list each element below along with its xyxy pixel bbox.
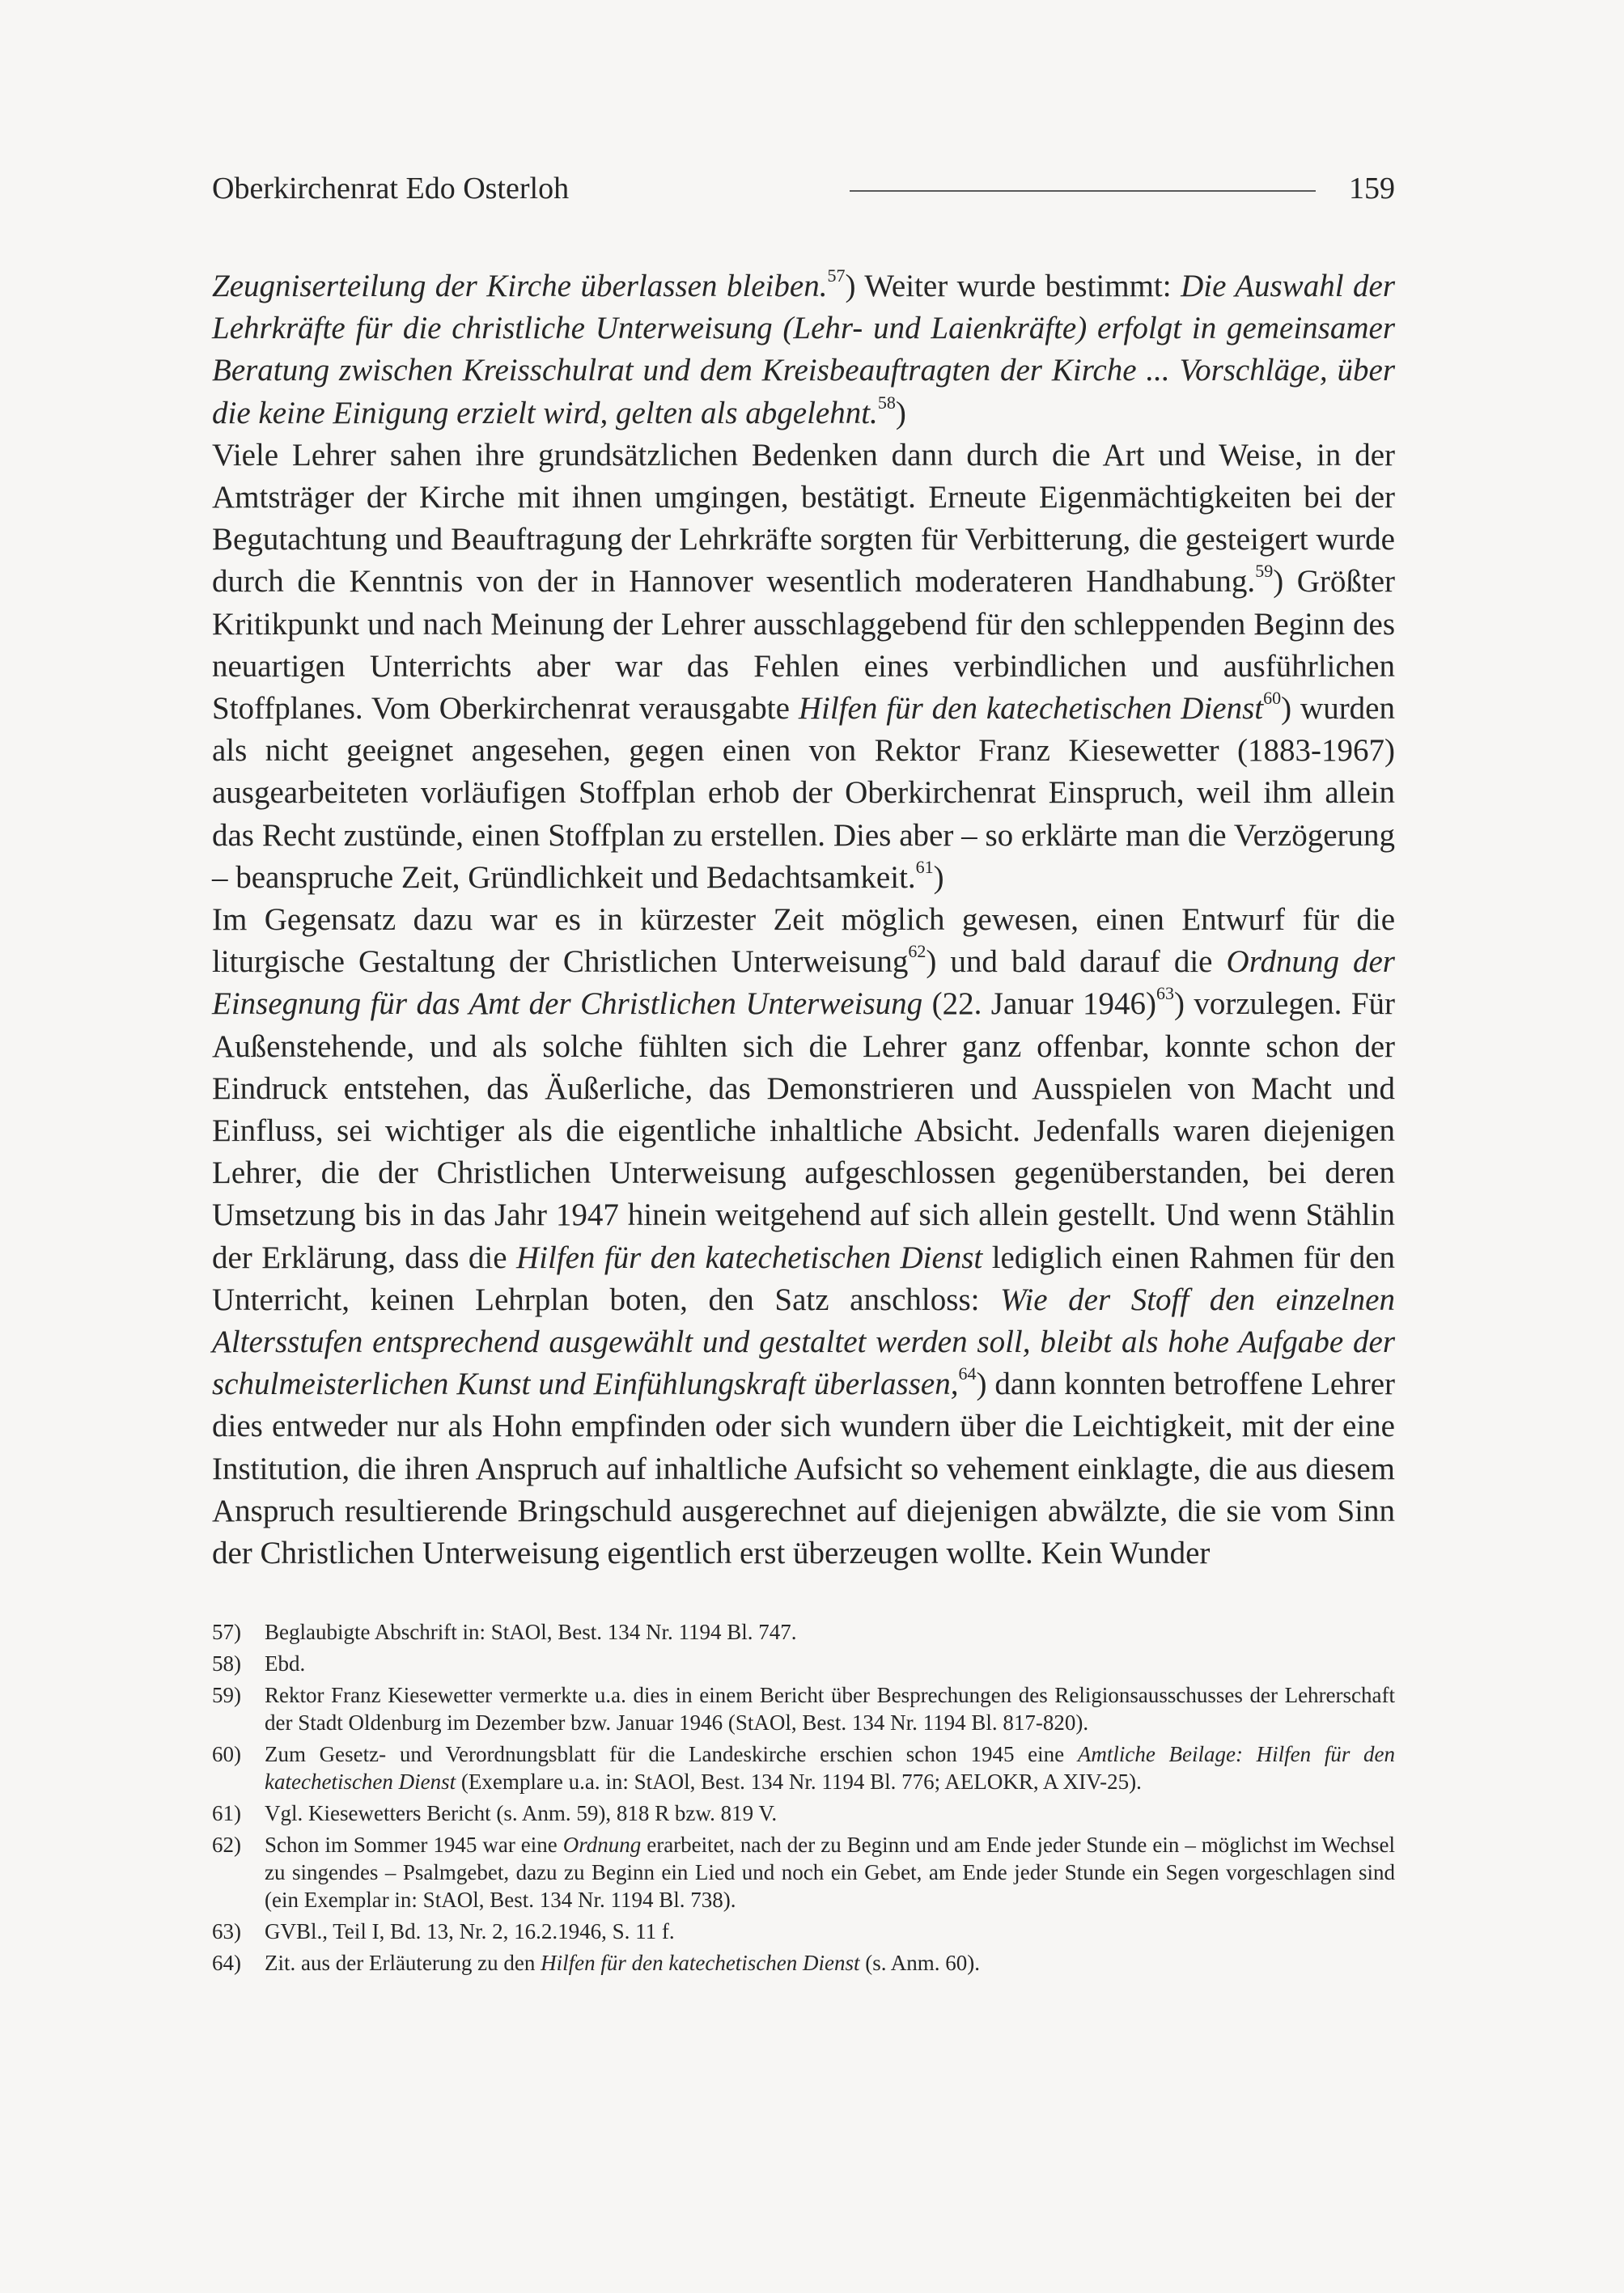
paragraph-1 [212,265,1395,434]
title-text: Ordnung der Einsegnung für das Amt der Christlichen Unterweisung [212,944,1395,1022]
footnote-text: (Exemplare u.a. in: StAOl, Best. 134 Nr. 1194 Bl. 776; AELOKR, A XIV-25). [456,1770,1142,1794]
footnote-60 [212,1740,1395,1795]
running-title: Oberkirchenrat Edo Osterloh [212,172,570,206]
text-run: ) dann konnten betroffene Lehrer dies entweder nur als Hohn empfinden oder sich wundern über die Leichtigkeit, mit der eine Institution, die ihren Anspruch auf inhaltliche Aufsicht so vehement einklagte, die aus diesem Anspruch resultierende Bringschuld ausgerechnet auf diejenigen abwälzte, die sie vom Sinn der Christlichen Unterweisung eigentlich erst überzeugen wollte. Kein Wunder [212,1367,1395,1571]
footnote-ref-57[interactable]: 57 [827,265,846,286]
footnote-number: 57) [212,1620,241,1644]
footnote-number: 64) [212,1951,241,1975]
title-text: Hilfen für den katechetischen Dienst [798,691,1264,727]
footnote-ref-63[interactable]: 63 [1155,983,1174,1004]
footnote-ref-60[interactable]: 60 [1263,688,1282,709]
footnote-ref-59[interactable]: 59 [1255,561,1274,582]
quote-text: Wie der Stoff den einzelnen Altersstufen entsprechend ausgewählt und gestaltet werden soll, bleibt als hohe Aufgabe der schulmeisterlichen Kunst und Einfühlungskraft überlassen, [212,1282,1395,1402]
footnote-number: 61) [212,1801,241,1825]
footnote-italic: Hilfen für den katechetischen Dienst [541,1951,860,1975]
footnote-text: Vgl. Kiesewetters Bericht (s. Anm. 59), 818 R bzw. 819 V. [265,1801,778,1825]
footnote-ref-64[interactable]: 64 [958,1363,977,1384]
footnote-text: Beglaubigte Abschrift in: StAOl, Best. 134 Nr. 1194 Bl. 747. [265,1620,797,1644]
text-run: lediglich einen Rahmen für den Unterricht, keinen Lehrplan boten, den Satz anschloss: [212,1240,1396,1317]
footnote-59 [212,1681,1395,1736]
text-run: ) [895,395,906,430]
footnote-62 [212,1831,1395,1914]
footnote-text: Ebd. [265,1651,306,1676]
text-run: Viele Lehrer sahen ihre grundsätzlichen Bedenken dann durch die Art und Weise, in der Amtsträger der Kirche mit ihnen umgingen, bestätigt. Erneute Eigenmächtigkeiten bei der Begutachtung und Beauftragung der Lehrkräfte sorgten für Verbitterung, die gesteigert wurde durch die Kenntnis von der in Hannover wesentlich moderateren Handhabung. [212,437,1395,600]
footnote-ref-62[interactable]: 62 [908,941,926,962]
footnote-61 [212,1799,1395,1827]
footnote-text: Zum Gesetz- und Verordnungsblatt für die Landeskirche erschien schon 1945 eine [265,1742,1078,1766]
footnote-number: 58) [212,1651,241,1676]
footnote-text: GVBl., Teil I, Bd. 13, Nr. 2, 16.2.1946, S. 11 f. [265,1919,675,1943]
header-rule [850,190,1316,192]
footnote-57 [212,1618,1395,1646]
title-text: Hilfen für den katechetischen Dienst [515,1240,983,1275]
footnote-text: erarbeitet, nach der zu Beginn und am Ende jeder Stunde ein – möglichst im Wechsel zu singendes – Psalmgebet, dazu zu Beginn ein Lied und noch ein Gebet, am Ende jeder Stunde ein Segen vorgeschlagen sind (ein Exemplar in: StAOl, Best. 134 Nr. 1194 Bl. 738). [265,1833,1396,1912]
footnote-ref-58[interactable]: 58 [877,392,896,413]
paragraph-2 [212,434,1395,899]
text-run: ) [933,859,944,895]
text-run: ) vorzulegen. Für Außenstehende, und als solche fühlten sich die Lehrer ganz offenbar, konnte schon der Eindruck entstehen, das Äußerliche, das Demonstrieren und Ausspielen von Macht und Einfluss, sei wichtiger als die eigentliche inhaltliche Absicht. Jedenfalls waren diejenigen Lehrer, die der Christlichen Unterweisung aufgeschlossen gegenüberstanden, bei deren Umsetzung bis in das Jahr 1947 hinein weitgehend auf sich allein gestellt. Und wenn Stählin der Erklärung, dass die [212,986,1395,1275]
quote-text: Zeugniserteilung der Kirche überlassen bleiben. [212,269,828,303]
page-number: 159 [1349,172,1395,206]
footnote-italic: Amtliche Beilage: Hilfen für den katechetischen Dienst [265,1742,1396,1794]
footnote-italic: Ordnung [562,1833,642,1857]
footnote-text: Rektor Franz Kiesewetter vermerkte u.a. dies in einem Bericht über Besprechungen des Religionsausschusses der Lehrerschaft der Stadt Oldenburg im Dezember bzw. Januar 1946 (StAOl, Best. 134 Nr. 1194 Bl. 817-820). [265,1683,1395,1735]
footnote-number: 60) [212,1742,241,1766]
body-text [212,265,1395,1575]
footnote-64 [212,1949,1395,1977]
footnote-text: Zit. aus der Erläuterung zu den [265,1951,541,1975]
text-run: Im Gegensatz dazu war es in kürzester Zeit möglich gewesen, einen Entwurf für die liturgische Gestaltung der Christlichen Unterweisung [212,902,1395,980]
footnote-63 [212,1918,1395,1945]
running-header [212,168,1395,217]
footnote-text: Schon im Sommer 1945 war eine [265,1833,563,1857]
text-run: ) wurden als nicht geeignet angesehen, gegen einen von Rektor Franz Kiesewetter (1883-1967) ausgearbeiteten vorläufigen Stoffplan erhob der Oberkirchenrat Einspruch, weil ihm allein das Recht zustünde, einen Stoffplan zu erstellen. Dies aber – so erklärte man die Verzögerung – beanspruche Zeit, Gründlichkeit und Bedachtsamkeit. [212,691,1395,895]
text-run: ) Weiter wurde bestimmt: [845,269,1181,303]
footnote-ref-61[interactable]: 61 [915,856,934,877]
footnote-58 [212,1650,1395,1677]
footnote-number: 63) [212,1919,241,1943]
footnote-number: 59) [212,1683,241,1707]
footnotes [212,1618,1395,1981]
footnote-number: 62) [212,1833,241,1857]
quote-text: Die Auswahl der Lehrkräfte für die christliche Unterweisung (Lehr- und Laienkräfte) erfolgt in gemeinsamer Beratung zwischen Kreisschulrat und dem Kreisbeauftragten der Kirche ... Vorschläge, über die keine Einigung erzielt wird, gelten als abgelehnt. [212,269,1395,430]
paragraph-3 [212,899,1395,1575]
text-run: ) und bald darauf die [926,944,1227,980]
text-run: ) Größter Kritikpunkt und nach Meinung der Lehrer ausschlaggebend für den schleppenden Beginn des neuartigen Unterrichts aber war das Fehlen eines verbindlichen und ausführlichen Stoffplanes. Vom Oberkirchenrat verausgabte [212,564,1395,727]
text-run: (22. Januar 1946) [922,986,1156,1022]
footnote-text: (s. Anm. 60). [859,1951,981,1975]
